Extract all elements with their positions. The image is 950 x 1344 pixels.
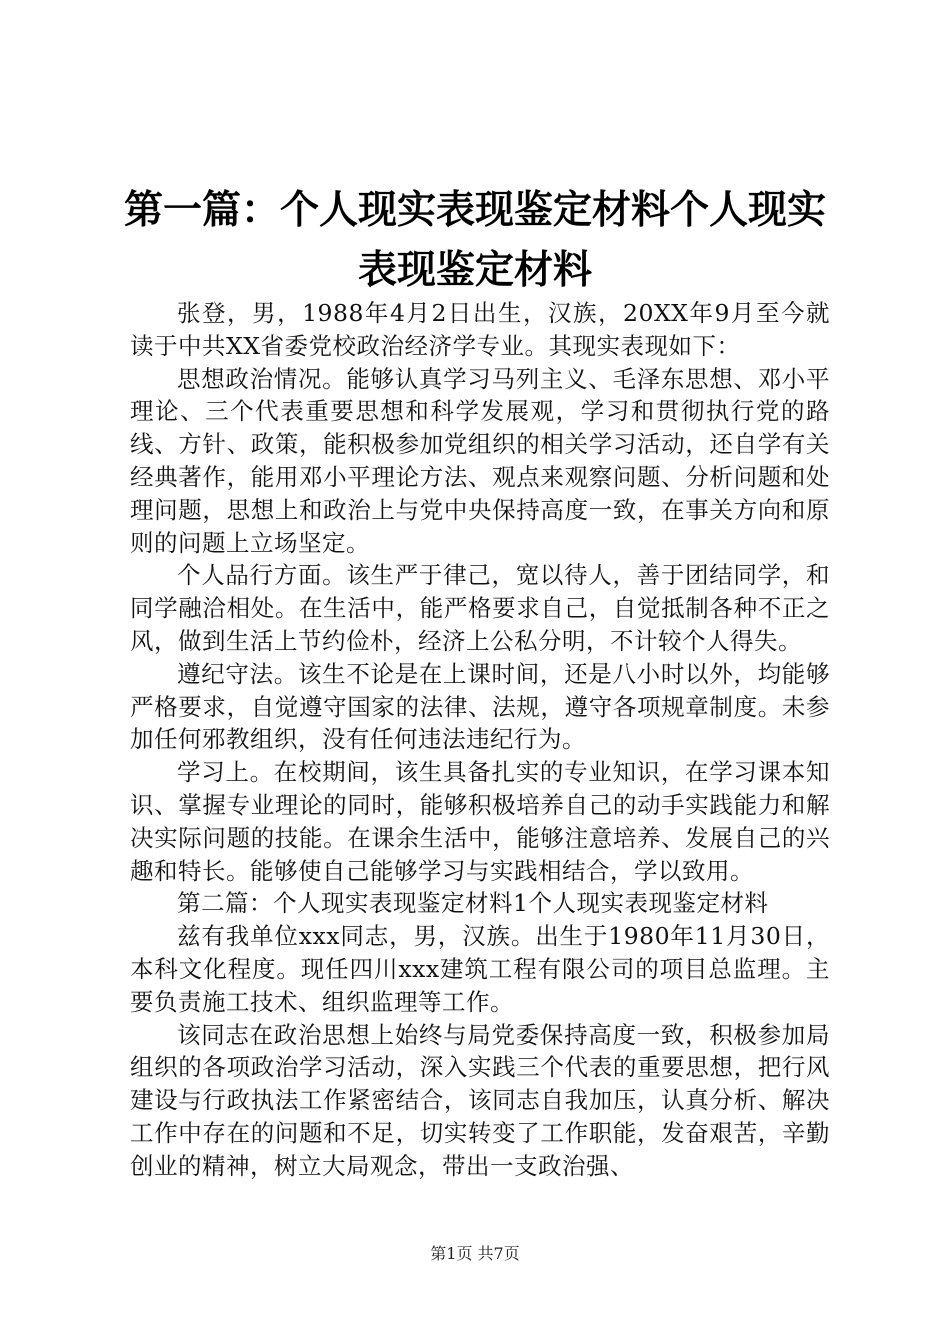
paragraph-political: 思想政治情况。能够认真学习马列主义、毛泽东思想、邓小平理论、三个代表重要思想和科学发展观，学习和贯彻执行党的路线、方针、政策，能积极参加党组织的相关学习活动，还自学有关经典著作，能用邓小平理论方法、观点来观察问题、分析问题和处理问题，思想上和政治上与党中央保持高度一致，在事关方向和原则的问题上立场坚定。 — [130, 364, 830, 557]
paragraph-conduct: 个人品行方面。该生严于律己，宽以待人，善于团结同学，和同学融洽相处。在生活中，能严格要求自己，自觉抵制各种不正之风，做到生活上节约俭朴，经济上公私分明，不计较个人得失。 — [130, 561, 830, 655]
paragraph-study: 学习上。在校期间，该生具备扎实的专业知识，在学习课本知识、掌握专业理论的同时，能够积极培养自己的动手实践能力和解决实际问题的技能。在课余生活中，能够注意培养、发展自己的兴趣和特长。能够使自己能够学习与实践相结合，学以致用。 — [130, 758, 830, 885]
page-footer: 第1页 共7页 — [430, 1244, 520, 1263]
section-heading-second: 第二篇：个人现实表现鉴定材料1个人现实表现鉴定材料 — [177, 889, 769, 918]
paragraph-second-political: 该同志在政治思想上始终与局党委保持高度一致，积极参加局组织的各项政治学习活动，深入实践三个代表的重要思想，把行风建设与行政执法工作紧密结合，该同志自我加压，认真分析、解决工作中存在的问题和不足，切实转变了工作职能，发奋艰苦，辛勤创业的精神，树立大局观念，带出一支政治强、 — [130, 1020, 830, 1180]
document-body — [130, 297, 830, 1183]
paragraph-law: 遵纪守法。该生不论是在上课时间，还是八小时以外，均能够严格要求，自觉遵守国家的法律、法规，遵守各项规章制度。未参加任何邪教组织，没有任何违法违纪行为。 — [130, 659, 830, 754]
document-title: 第一篇：个人现实表现鉴定材料个人现实表现鉴定材料 — [123, 187, 826, 293]
paragraph-intro: 张登，男，1988年4月2日出生，汉族，20XX年9月至今就读于中共XX省委党校政治经济学专业。其现实表现如下： — [130, 299, 830, 360]
paragraph-second-intro: 兹有我单位xxx同志，男，汉族。出生于1980年11月30日，本科文化程度。现任四川xxx建筑工程有限公司的项目总监理。主要负责施工技术、组织监理等工作。 — [130, 922, 830, 1016]
